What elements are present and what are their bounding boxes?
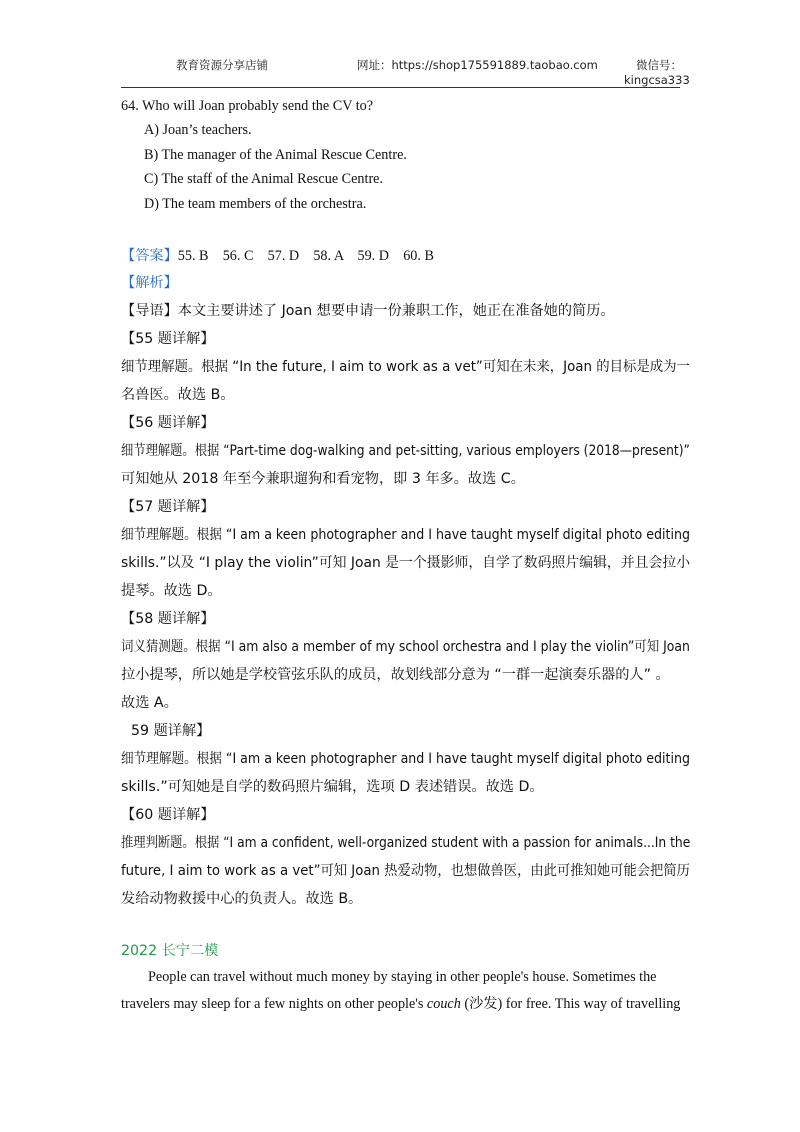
shop-url[interactable]: 网址：https://shop175591889.taobao.com [357,58,598,72]
wechat-label: 微信号： [636,58,682,72]
analysis-label: 【解析】 [121,275,178,291]
guide-text: 【导语】本文主要讲述了 Joan 想要申请一份兼职工作，她正在准备她的简历。 [121,303,615,319]
option-b: B) The manager of the Animal Rescue Centre. [144,147,407,163]
section-59-line1: 细节理解题。根据 “I am a keen photographer and I have taught myself digital photo editing [121,751,690,767]
passage-line2-end: (沙发) for free. This way of travelling [460,996,681,1012]
section-56-title: 【56 题详解】 [121,415,215,431]
section-57-title: 【57 题详解】 [121,499,215,515]
option-a: A) Joan’s teachers. [144,122,252,138]
section-60-line1: 推理判断题。根据 “I am a confident, well-organized student with a passion for animals...In the [121,835,691,851]
wechat-id: kingcsa333 [624,73,690,87]
section-55-line2: 名兽医。故选 B。 [121,387,235,403]
passage-line2-start: travelers may sleep for a few nights on other people's [121,996,427,1012]
section-58-line2: 拉小提琴，所以她是学校管弦乐队的成员，故划线部分意为 “一群一起演奏乐器的人” 。 [121,667,670,683]
section-55-line1: 细节理解题。根据 “In the future, I aim to work as a vet”可知在未来，Joan 的目标是成为一 [121,359,690,375]
option-d: D) The team members of the orchestra. [144,196,367,212]
section-59-title: 59 题详解】 [131,723,211,739]
section-57-line2: skills.”以及 “I play the violin”可知 Joan 是一个摄影师，自学了数码照片编辑，并且会拉小 [121,555,691,571]
section-57-line3: 提琴。故选 D。 [121,583,222,599]
section-59-line2: skills.”可知她是自学的数码照片编辑，选项 D 表述错误。故选 D。 [121,779,544,795]
answer-line [121,246,434,266]
answer-label: 【答案】 [121,248,178,264]
shop-name: 教育资源分享店铺 [176,58,268,72]
passage-line2 [121,994,680,1014]
answer-text: 55. B 56. C 57. D 58. A 59. D 60. B [177,248,434,264]
section-58-line1: 词义猜测题。根据 “I am also a member of my school orchestra and I play the violin”可知 Joan [121,639,690,655]
passage-couch-word: couch [426,996,461,1012]
section-58-title: 【58 题详解】 [121,611,215,627]
section-56-line2: 可知她从 2018 年至今兼职遛狗和看宠物，即 3 年多。故选 C。 [121,471,525,487]
passage-line1: People can travel without much money by staying in other people's house. Sometimes the [148,969,657,985]
section-60-line2: future, I aim to work as a vet”可知 Joan 热爱动物，也想做兽医，由此可推知她可能会把简历 [121,863,690,879]
passage-heading: 2022 长宁二模 [121,943,219,959]
option-c: C) The staff of the Animal Rescue Centre. [144,171,384,187]
header-divider [121,87,680,88]
question-stem: 64. Who will Joan probably send the CV to? [121,98,374,114]
section-60-title: 【60 题详解】 [121,807,215,823]
section-57-line1: 细节理解题。根据 “I am a keen photographer and I have taught myself digital photo editing [121,527,690,543]
section-56-line1: 细节理解题。根据 “Part-time dog-walking and pet-sitting, various employers (2018—present)” [121,443,690,459]
section-55-title: 【55 题详解】 [121,331,215,347]
section-58-line3: 故选 A。 [121,695,178,711]
section-60-line3: 发给动物救援中心的负责人。故选 B。 [121,891,363,907]
